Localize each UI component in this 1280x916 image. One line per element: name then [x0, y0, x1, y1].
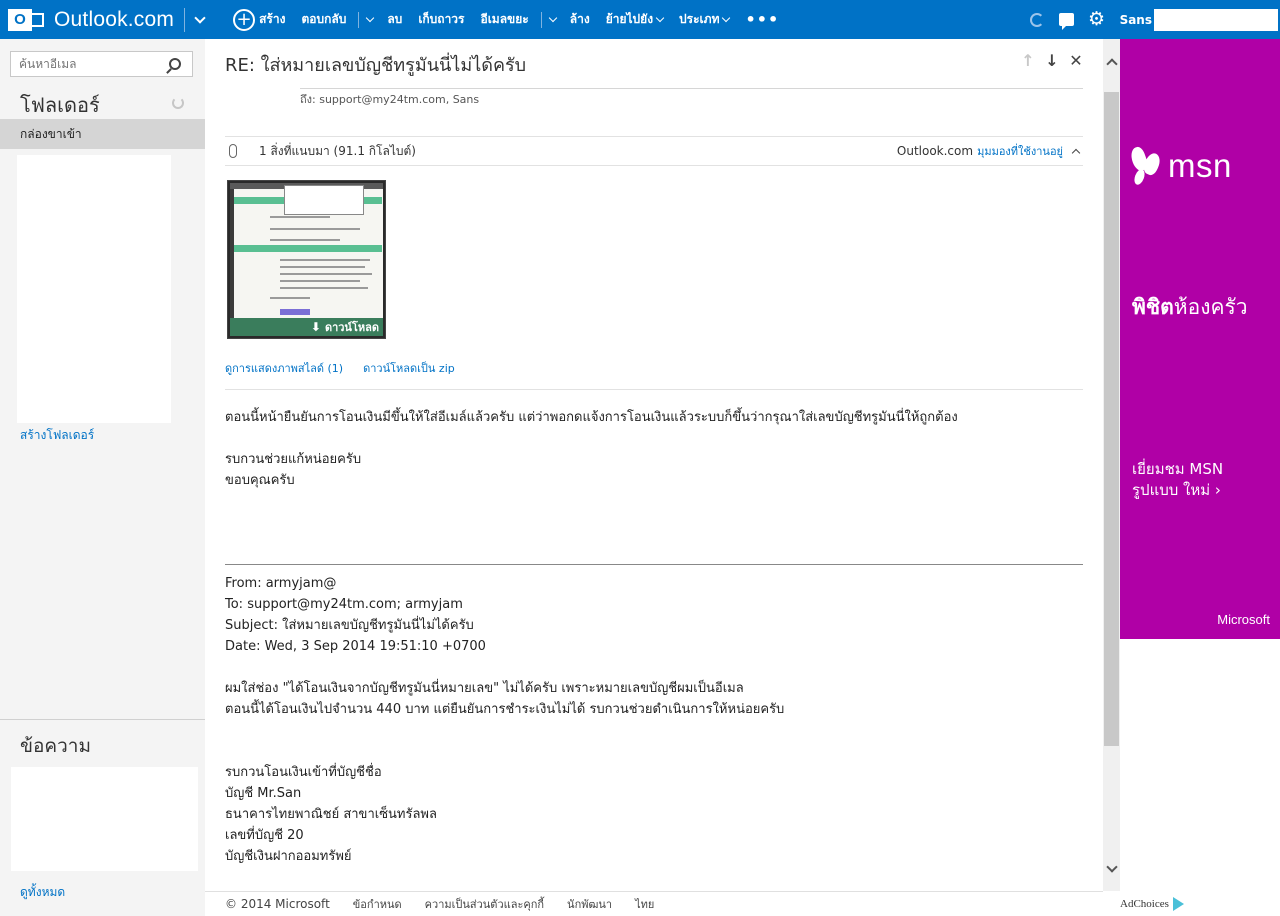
preview-line — [270, 239, 340, 241]
scroll-up-button[interactable] — [1103, 39, 1120, 84]
recipients-line: ถึง: support@my24tm.com, Sans — [300, 93, 480, 106]
adchoices-icon — [1173, 897, 1184, 911]
message-body — [225, 407, 1083, 491]
gear-icon: ⚙ — [1088, 8, 1106, 30]
new-label: สร้าง — [259, 12, 286, 26]
top-right-controls — [1022, 0, 1280, 39]
undo-button[interactable] — [1022, 0, 1052, 39]
preview-line — [270, 216, 330, 218]
preview-popup — [284, 185, 364, 215]
app-switcher-button[interactable] — [189, 0, 211, 39]
attachment-count: 1 สิ่งที่แนบมา (91.1 กิโลไบต์) — [259, 143, 416, 158]
quote-subject: Subject: ใส่หมายเลขบัญชีทรูมันนี่ไม่ได้ครับ — [225, 618, 474, 633]
reply-label: ตอบกลับ — [301, 12, 347, 26]
undo-icon — [1030, 13, 1044, 27]
quote-divider — [225, 564, 1083, 565]
brand[interactable] — [0, 0, 174, 39]
quote-line: เลขที่บัญชี 20 — [225, 828, 304, 843]
archive-button[interactable] — [410, 0, 472, 39]
preview-line — [270, 228, 360, 230]
move-to-button[interactable] — [598, 0, 671, 39]
quote-line: รบกวนโอนเงินเข้าที่บัญชีชื่อ — [225, 765, 382, 780]
outlook-logo-icon — [8, 7, 48, 33]
preview-captcha — [280, 309, 310, 315]
junk-options-button[interactable] — [546, 0, 562, 39]
attachment-links — [225, 359, 455, 377]
msn-butterfly-icon — [1132, 147, 1162, 185]
thumbnail-download-label: ดาวน์โหลด — [324, 321, 379, 334]
previous-message-arrow-up-icon[interactable]: ↑ — [1021, 51, 1035, 70]
adchoices-link[interactable] — [1120, 891, 1280, 916]
brand-separator — [184, 8, 185, 32]
chat-icon — [1059, 13, 1074, 26]
sweep-button[interactable] — [562, 0, 598, 39]
copyright: © 2014 Microsoft — [225, 897, 330, 911]
msn-wordmark: msn — [1168, 147, 1232, 184]
user-name-redacted — [1154, 9, 1278, 31]
refresh-icon[interactable] — [172, 97, 184, 109]
quote-line: ธนาคารไทยพาณิชย์ สาขาเซ็นทรัลพล — [225, 807, 437, 822]
scrollbar-thumb[interactable] — [1104, 92, 1119, 746]
chevron-down-icon — [656, 14, 664, 22]
junk-label: อีเมลขยะ — [480, 12, 529, 26]
reading-pane — [205, 39, 1103, 891]
body-line: ขอบคุณครับ — [225, 473, 295, 488]
archive-label: เก็บถาวร — [418, 12, 465, 26]
download-zip-link[interactable]: ดาวน์โหลดเป็น zip — [363, 362, 455, 375]
chevron-up-icon[interactable] — [1072, 149, 1080, 157]
sidebar-item-inbox[interactable] — [0, 119, 205, 149]
msn-logo — [1132, 147, 1232, 185]
envelope-icon — [28, 13, 44, 27]
attachment-thumbnail[interactable] — [227, 180, 386, 339]
command-bar — [225, 0, 787, 39]
message-subject: RE: ใส่หมายเลขบัญชีทรูมันนี่ไม่ได้ครับ — [225, 55, 527, 76]
paperclip-icon — [229, 144, 237, 158]
plus-icon: + — [233, 9, 255, 31]
ad-headline-bold: พิชิต — [1132, 295, 1174, 319]
attachment-view-mode — [897, 142, 1083, 160]
reading-pane-scrollbar[interactable] — [1103, 39, 1120, 891]
junk-split-divider — [541, 12, 542, 28]
language-link[interactable]: ไทย — [635, 898, 655, 911]
developers-link[interactable]: นักพัฒนา — [567, 898, 613, 911]
view-slideshow-link[interactable]: ดูการแสดงภาพสไลด์ (1) — [225, 362, 344, 375]
thumbnail-download-button[interactable] — [230, 318, 383, 336]
quote-date: Date: Wed, 3 Sep 2014 19:51:10 +0700 — [225, 639, 486, 654]
attachment-bar — [225, 136, 1083, 166]
category-button[interactable] — [671, 0, 737, 39]
more-commands-button[interactable] — [737, 0, 787, 39]
brand-name: Outlook.com — [54, 7, 175, 31]
ad-cta[interactable] — [1132, 459, 1223, 501]
terms-link[interactable]: ข้อกำหนด — [352, 898, 402, 911]
ad-headline-rest: ห้องครัว — [1173, 295, 1248, 319]
close-icon[interactable]: ✕ — [1069, 51, 1083, 70]
messaging-button[interactable] — [1052, 0, 1082, 39]
chevron-down-icon — [194, 12, 205, 23]
settings-button[interactable] — [1082, 0, 1112, 39]
msn-advertisement[interactable] — [1120, 39, 1280, 639]
new-folder-link[interactable]: สร้างโฟลเดอร์ — [20, 428, 95, 442]
category-label: ประเภท — [679, 12, 720, 26]
search-icon[interactable] — [169, 58, 181, 70]
more-icon: ••• — [745, 10, 780, 29]
ad-cta-line: เยี่ยมชม MSN — [1132, 460, 1224, 478]
preview-line — [280, 287, 368, 289]
privacy-link[interactable]: ความเป็นส่วนตัวและคุกกี้ — [424, 898, 545, 911]
folder-list-redacted — [17, 155, 171, 423]
preview-line — [270, 297, 310, 299]
reply-split-divider — [358, 12, 359, 28]
messages-panel — [11, 767, 198, 871]
screenshot-preview — [230, 183, 383, 336]
preview-line — [280, 259, 370, 261]
active-view-link[interactable]: มุมมองที่ใช้งานอยู่ — [977, 145, 1063, 158]
search-box — [10, 51, 193, 77]
delete-button[interactable] — [379, 0, 410, 39]
sweep-label: ล้าง — [569, 12, 590, 26]
ad-cta-line: รูปแบบ ใหม่ › — [1132, 481, 1221, 499]
chevron-down-icon — [722, 14, 730, 22]
preview-line — [280, 273, 372, 275]
quote-line: ตอนนี้ได้โอนเงินไปจำนวน 440 บาท แต่ยืนยันการชำระเงินไม่ได้ รบกวนช่วยดำเนินการให้หน่อยครับ — [225, 702, 785, 717]
message-nav — [1019, 53, 1085, 69]
quote-from: From: armyjam@ — [225, 576, 337, 591]
user-name[interactable]: Sans — [1119, 12, 1152, 27]
quote-to: To: support@my24tm.com; armyjam — [225, 597, 463, 612]
body-divider — [225, 389, 1083, 390]
header-divider — [300, 88, 1083, 89]
preview-line — [280, 266, 365, 268]
reply-button[interactable] — [293, 0, 354, 39]
adchoices-label: AdChoices — [1120, 897, 1169, 910]
next-message-arrow-down-icon[interactable]: ↓ — [1045, 51, 1059, 70]
chevron-up-icon — [1106, 58, 1117, 69]
chevron-down-icon — [366, 14, 374, 22]
quote-line: บัญชี Mr.San — [225, 786, 302, 801]
reply-options-button[interactable] — [363, 0, 379, 39]
sidebar-item-label: กล่องขาเข้า — [20, 127, 82, 141]
delete-label: ลบ — [387, 12, 403, 26]
scroll-down-button[interactable] — [1103, 846, 1120, 891]
body-line: ตอนนี้หน้ายืนยันการโอนเงินมีขึ้นให้ใส่อีเมล์แล้วครับ แต่ว่าพอกดแจ้งการโอนเงินแล้วระบบก็ขึ้นว่ากรุณาใส่เลขบัญชีทรูมันนี่ให้ถูกต้อง — [225, 410, 958, 425]
preview-green-band — [234, 245, 382, 252]
footer — [205, 891, 1103, 916]
new-button[interactable] — [225, 0, 293, 39]
top-bar — [0, 0, 1280, 39]
attachment-service: Outlook.com — [896, 144, 974, 158]
divider — [0, 719, 205, 720]
chevron-down-icon — [549, 14, 557, 22]
left-pane — [0, 39, 205, 916]
quote-line: ผมใส่ช่อง "ได้โอนเงินจากบัญชีทรูมันนี่หมายเลข" ไม่ได้ครับ เพราะหมายเลขบัญชีผมเป็นอีเมล — [225, 681, 744, 696]
junk-button[interactable] — [472, 0, 536, 39]
search-input[interactable] — [11, 57, 161, 71]
download-icon: ⬇ — [310, 320, 321, 334]
messages-heading: ข้อความ — [20, 735, 91, 757]
ad-microsoft-brand: Microsoft — [1217, 612, 1270, 627]
chevron-down-icon — [1106, 861, 1117, 872]
quoted-message — [225, 573, 784, 867]
quote-line: บัญชีเงินฝากออมทรัพย์ — [225, 849, 352, 864]
body-line: รบกวนช่วยแก้หน่อยครับ — [225, 452, 362, 467]
preview-line — [280, 280, 360, 282]
folders-heading: โฟลเดอร์ — [20, 93, 100, 117]
preview-sidebar — [230, 189, 234, 336]
move-to-label: ย้ายไปยัง — [605, 12, 654, 26]
outlook-logo-letter: O — [8, 9, 32, 31]
view-all-link[interactable]: ดูทั้งหมด — [20, 885, 66, 899]
ad-headline — [1132, 291, 1248, 324]
